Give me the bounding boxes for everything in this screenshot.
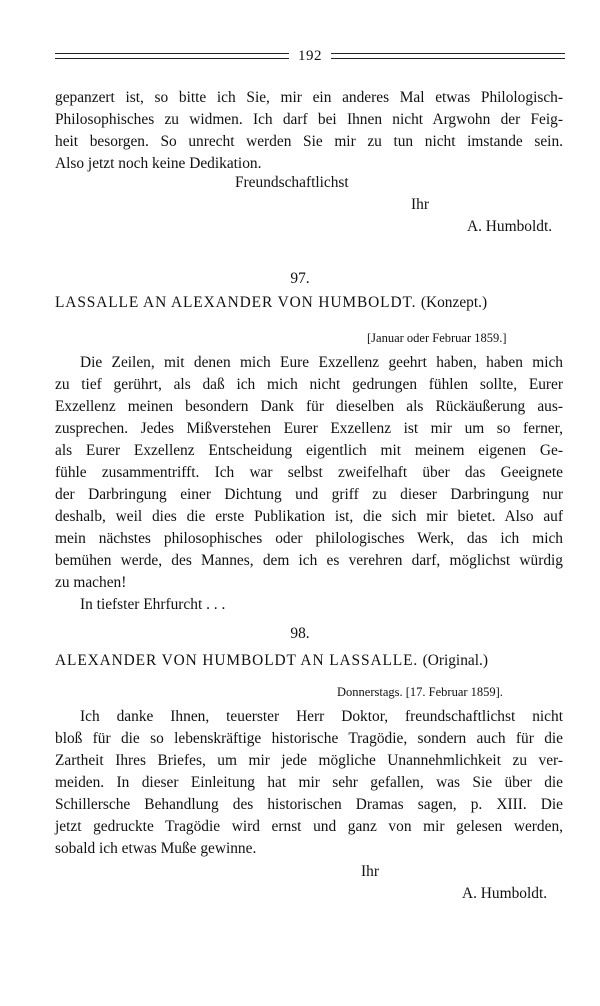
closing-ihr: Ihr: [361, 863, 379, 880]
page-number: 192: [298, 47, 322, 64]
text-line: zusprechen. Jedes Mißverstehen Eurer Exzellenz ist mir um so ferner,: [55, 420, 563, 437]
letter-date: [Januar oder Februar 1859.]: [367, 331, 507, 345]
header-rule-right: [331, 53, 565, 59]
text-line: gepanzert ist, so bitte ich Sie, mir ein anderes Mal etwas Philologisch-: [55, 89, 563, 106]
header-rule-left: [55, 53, 289, 59]
text-line: deshalb, weil dies die erste Publikation ist, die sich mir bietet. Also auf: [55, 508, 563, 525]
letter-heading-note: (Original.): [422, 652, 488, 669]
text-line: Exzellenz meinen besondern Dank für dieselben als Rückäußerung aus-: [55, 398, 563, 415]
letter-number: 98.: [290, 625, 310, 642]
text-line: meiden. In dieser Einleitung hat mir sehr gefallen, was Sie über die: [55, 774, 563, 791]
text-line: Schillersche Behandlung des historischen Dramas sagen, p. XIII. Die: [55, 796, 563, 813]
signature: A. Humboldt.: [467, 218, 553, 235]
text-line: der Darbringung einer Dichtung und griff zu dieser Darbringung nur: [55, 486, 563, 503]
closing-phrase: Freundschaftlichst: [235, 174, 349, 191]
text-line: jetzt gedruckte Tragödie wird ernst und ganz von mir gelesen werden,: [55, 818, 563, 835]
text-line: Ich danke Ihnen, teuerster Herr Doktor, freundschaftlichst nicht: [80, 708, 563, 725]
closing-phrase: In tiefster Ehrfurcht . . .: [80, 596, 226, 613]
text-line: sobald ich etwas Muße gewinne.: [55, 840, 257, 857]
text-line: bloß für die so lebenskräftige historische Tragödie, sondern auch für die: [55, 730, 563, 747]
letter-number: 97.: [290, 270, 310, 287]
text-line: bemühen werde, des Mannes, dem ich es verehren darf, möglichst würdig: [55, 552, 563, 569]
letter-heading-note: (Konzept.): [420, 294, 488, 311]
text-line: mein nächstes philosophisches oder philologisches Werk, das ich mich: [55, 530, 563, 547]
text-line: zu tief gerührt, als daß ich mich nicht gedrungen fühlen sollte, Eurer: [55, 376, 563, 393]
letter-date: Donnerstags. [17. Februar 1859].: [337, 685, 503, 699]
signature: A. Humboldt.: [462, 885, 548, 902]
letter-heading-title: LASSALLE AN ALEXANDER VON HUMBOLDT.: [55, 294, 417, 311]
text-line: fühle zusammentrifft. Ich war selbst zweifelhaft über das Geeignete: [55, 464, 563, 481]
text-line: zu machen!: [55, 574, 127, 591]
text-line: Die Zeilen, mit denen mich Eure Exzellenz geehrt haben, haben mich: [80, 354, 563, 371]
letter-heading: [55, 293, 487, 312]
text-line: heit besorgen. So unrecht werden Sie mir zu tun nicht imstande sein.: [55, 133, 563, 150]
letter-heading-title: ALEXANDER VON HUMBOLDT AN LASSALLE.: [55, 652, 419, 669]
closing-ihr: Ihr: [411, 196, 429, 213]
text-line: Philosophisches zu widmen. Ich darf bei Ihnen nicht Argwohn der Feig-: [55, 111, 563, 128]
text-line: Also jetzt noch keine Dedikation.: [55, 155, 262, 172]
text-line: Zartheit Ihres Briefes, um mir jede mögliche Unannehmlichkeit zu ver-: [55, 752, 563, 769]
letter-heading: [55, 651, 488, 670]
running-header: [55, 46, 565, 66]
text-line: als Eurer Exzellenz Entscheidung eigentlich mit meinem eigenen Ge-: [55, 442, 563, 459]
